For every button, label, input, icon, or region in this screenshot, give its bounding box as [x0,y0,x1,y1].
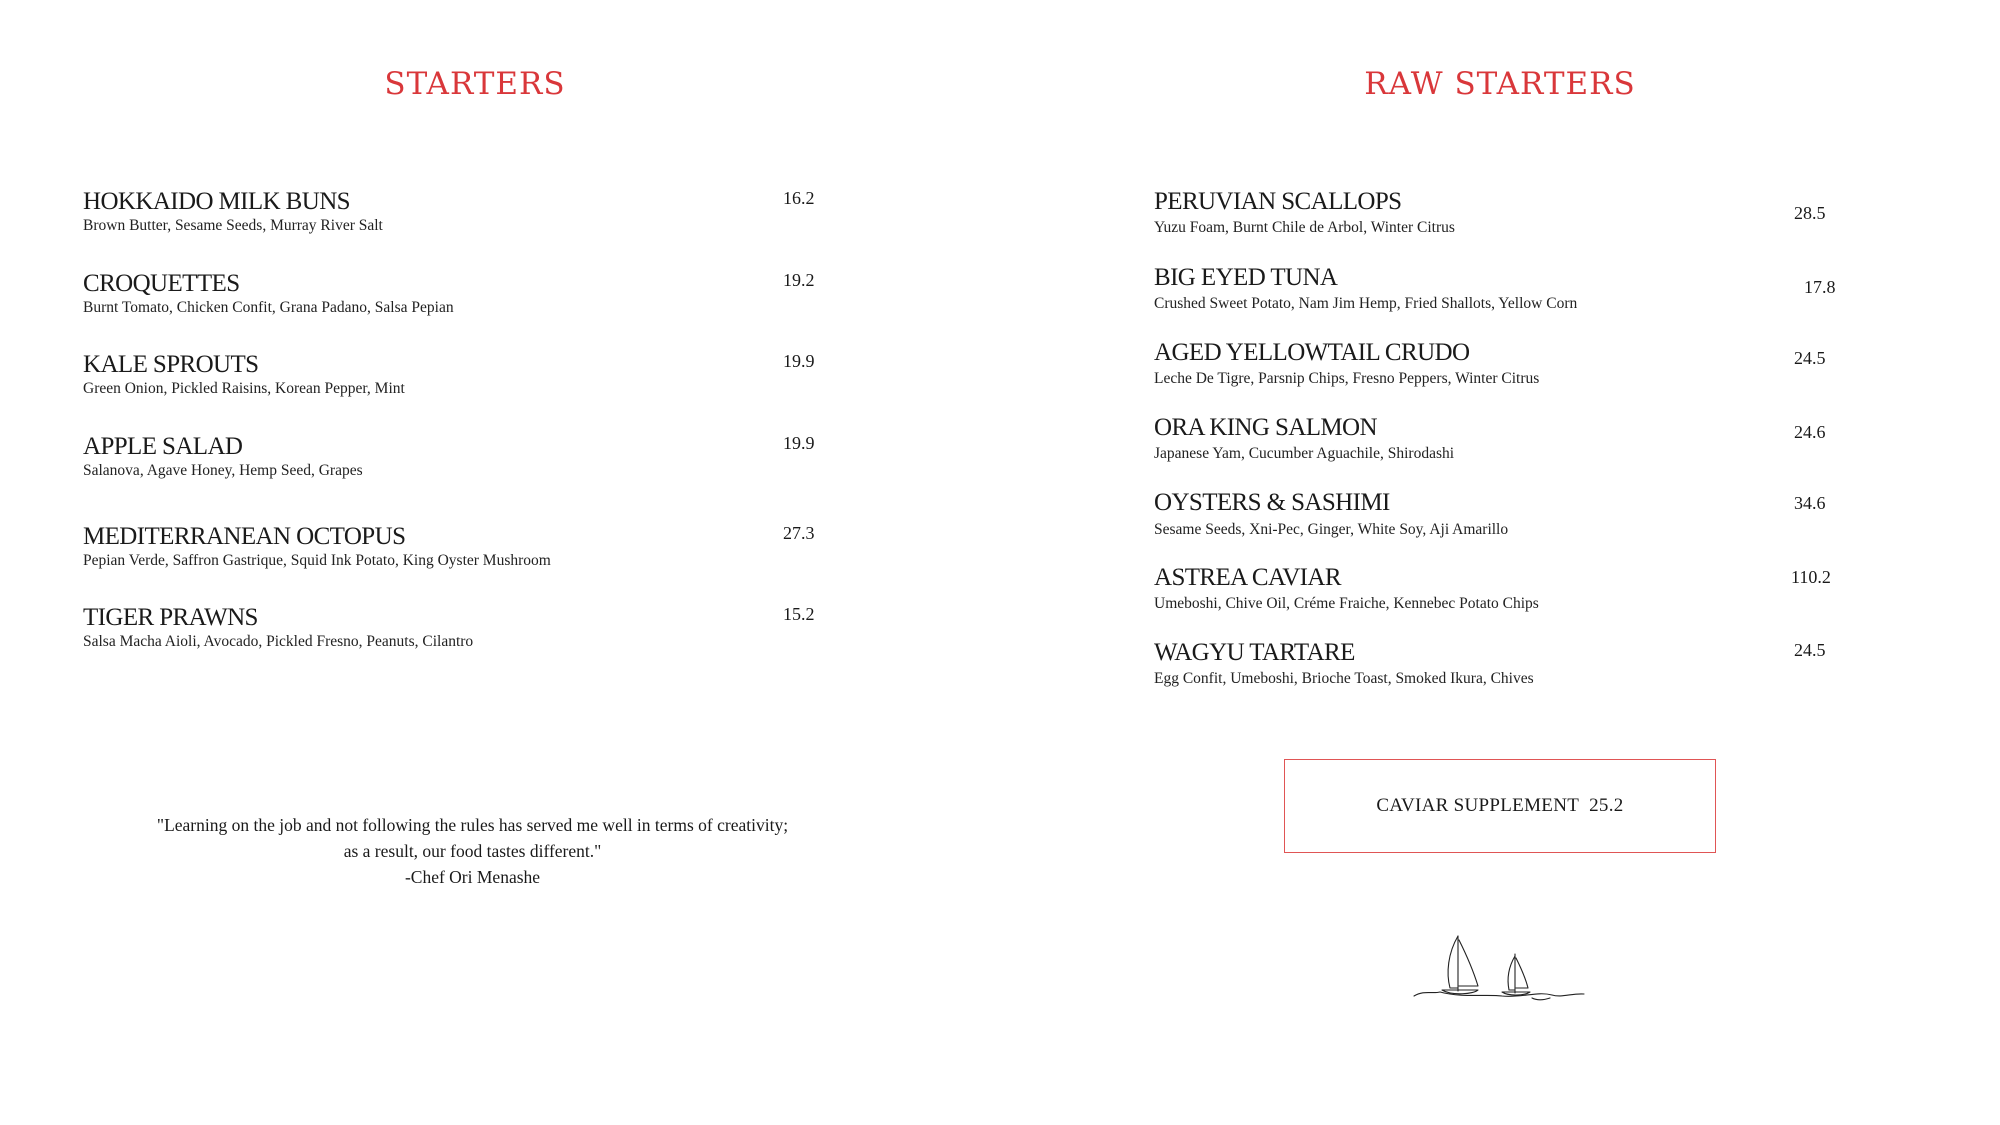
quote-author: -Chef Ori Menashe [404,867,541,887]
item-price: 19.2 [783,270,815,290]
item-price: 24.6 [1794,422,1826,442]
item-description: Leche De Tigre, Parsnip Chips, Fresno Peppers, Winter Citrus [1154,370,1540,387]
item-description: Brown Butter, Sesame Seeds, Murray River Salt [83,217,383,234]
item-description: Burnt Tomato, Chicken Confit, Grana Padano, Salsa Pepian [83,299,454,316]
quote-line-2: as a result, our food tastes different." [343,841,602,861]
item-price: 34.6 [1794,493,1826,513]
item-price: 19.9 [783,433,815,453]
item-name: WAGYU TARTARE [1154,639,1355,666]
item-price: 110.2 [1791,567,1831,587]
item-description: Crushed Sweet Potato, Nam Jim Hemp, Fried Shallots, Yellow Corn [1154,295,1578,312]
item-name: APPLE SALAD [83,433,243,460]
item-price: 16.2 [783,188,815,208]
item-name: OYSTERS & SASHIMI [1154,489,1390,516]
item-description: Yuzu Foam, Burnt Chile de Arbol, Winter Citrus [1154,219,1455,236]
sailboats-icon [1412,928,1587,1003]
caviar-supplement-label: CAVIAR SUPPLEMENT [1376,795,1580,816]
item-price: 24.5 [1794,640,1826,660]
item-name: ASTREA CAVIAR [1154,564,1341,591]
item-price: 19.9 [783,351,815,371]
item-name: KALE SPROUTS [83,351,259,378]
item-name: AGED YELLOWTAIL CRUDO [1154,339,1470,366]
starters-section [83,0,843,1125]
caviar-supplement-box [1284,759,1716,853]
item-name: PERUVIAN SCALLOPS [1154,188,1402,215]
item-description: Umeboshi, Chive Oil, Créme Fraiche, Kennebec Potato Chips [1154,595,1539,612]
item-name: HOKKAIDO MILK BUNS [83,188,350,215]
item-description: Japanese Yam, Cucumber Aguachile, Shirodashi [1154,445,1455,462]
item-description: Pepian Verde, Saffron Gastrique, Squid Ink Potato, King Oyster Mushroom [83,552,551,569]
starters-heading: STARTERS [384,66,566,102]
item-description: Salanova, Agave Honey, Hemp Seed, Grapes [83,462,363,479]
item-name: CROQUETTES [83,270,240,297]
item-price: 17.8 [1804,277,1836,297]
item-description: Salsa Macha Aioli, Avocado, Pickled Fresno, Peanuts, Cilantro [83,633,474,650]
item-name: ORA KING SALMON [1154,414,1377,441]
item-description: Sesame Seeds, Xni-Pec, Ginger, White Soy, Aji Amarillo [1154,521,1509,538]
item-price: 24.5 [1794,348,1826,368]
raw-starters-heading: RAW STARTERS [1364,66,1636,102]
item-name: BIG EYED TUNA [1154,264,1338,291]
quote-line-1: "Learning on the job and not following the rules has served me well in terms of creativity; [156,815,789,835]
chef-quote [120,812,825,890]
item-price: 28.5 [1794,203,1826,223]
item-price: 15.2 [783,604,815,624]
item-description: Green Onion, Pickled Raisins, Korean Pepper, Mint [83,380,405,397]
item-name: TIGER PRAWNS [83,604,258,631]
item-name: MEDITERRANEAN OCTOPUS [83,523,406,550]
item-description: Egg Confit, Umeboshi, Brioche Toast, Smoked Ikura, Chives [1154,670,1534,687]
caviar-supplement-price: 25.2 [1589,795,1624,816]
item-price: 27.3 [783,523,815,543]
